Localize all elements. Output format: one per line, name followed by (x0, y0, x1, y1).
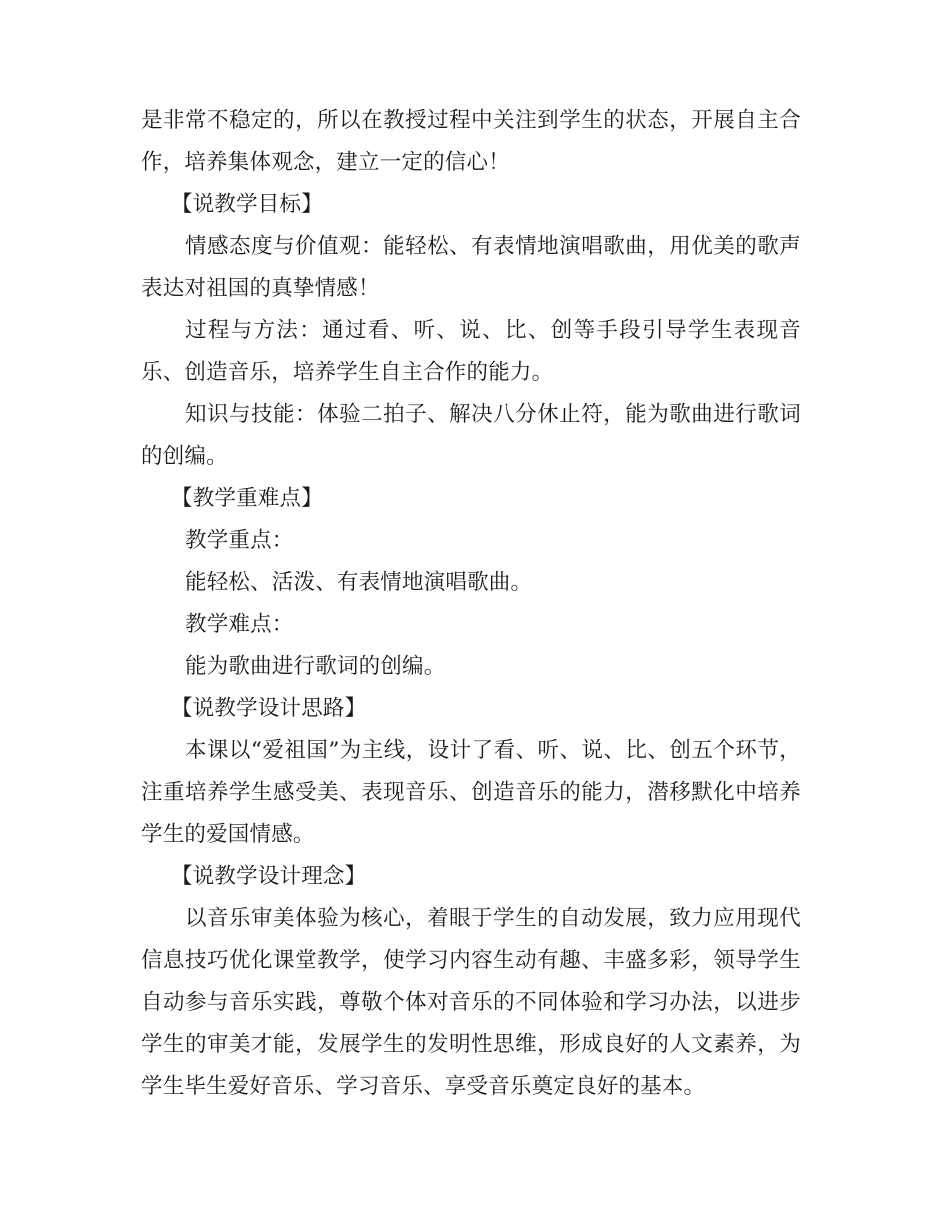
section-heading-design-ideas: 【说教学设计思路】 (171, 696, 367, 721)
paragraph-key-points: 能轻松、活泼、有表情地演唱歌曲。 (185, 570, 533, 595)
paragraph-continuation: 是非常不稳定的，所以在教授过程中关注到学生的状态，开展自主合作，培养集体观念，建立一定的信心！ (141, 108, 801, 175)
paragraph-process-methods: 过程与方法：通过看、听、说、比、创等手段引导学生表现音乐、创造音乐，培养学生自主合作的能力。 (141, 318, 801, 385)
paragraph-difficulties-label: 教学难点： (185, 612, 294, 637)
document-body (141, 100, 801, 1108)
paragraph-difficulties: 能为歌曲进行歌词的创编。 (185, 654, 446, 679)
paragraph-design-ideas: 本课以“爱祖国”为主线，设计了看、听、说、比、创五个环节，注重培养学生感受美、表现音乐、创造音乐的能力，潜移默化中培养学生的爱国情感。 (141, 738, 801, 847)
paragraph-knowledge-skills: 知识与技能：体验二拍子、解决八分休止符，能为歌曲进行歌词的创编。 (141, 402, 801, 469)
paragraph-design-concept: 以音乐审美体验为核心，着眼于学生的自动发展，致力应用现代信息技巧优化课堂教学，使学习内容生动有趣、丰盛多彩，领导学生自动参与音乐实践，尊敬个体对音乐的不同体验和学习办法，以进步学生的审美才能，发展学生的发明性思维，形成良好的人文素养，为学生毕生爱好音乐、学习音乐、享受音乐奠定良好的基本。 (141, 906, 801, 1099)
paragraph-key-points-label: 教学重点： (185, 528, 294, 553)
section-heading-teaching-goals: 【说教学目标】 (171, 192, 323, 217)
paragraph-emotion-values: 情感态度与价值观：能轻松、有表情地演唱歌曲，用优美的歌声表达对祖国的真挚情感！ (141, 234, 801, 301)
section-heading-design-concept: 【说教学设计理念】 (171, 864, 367, 889)
section-heading-key-difficulties: 【教学重难点】 (171, 486, 323, 511)
